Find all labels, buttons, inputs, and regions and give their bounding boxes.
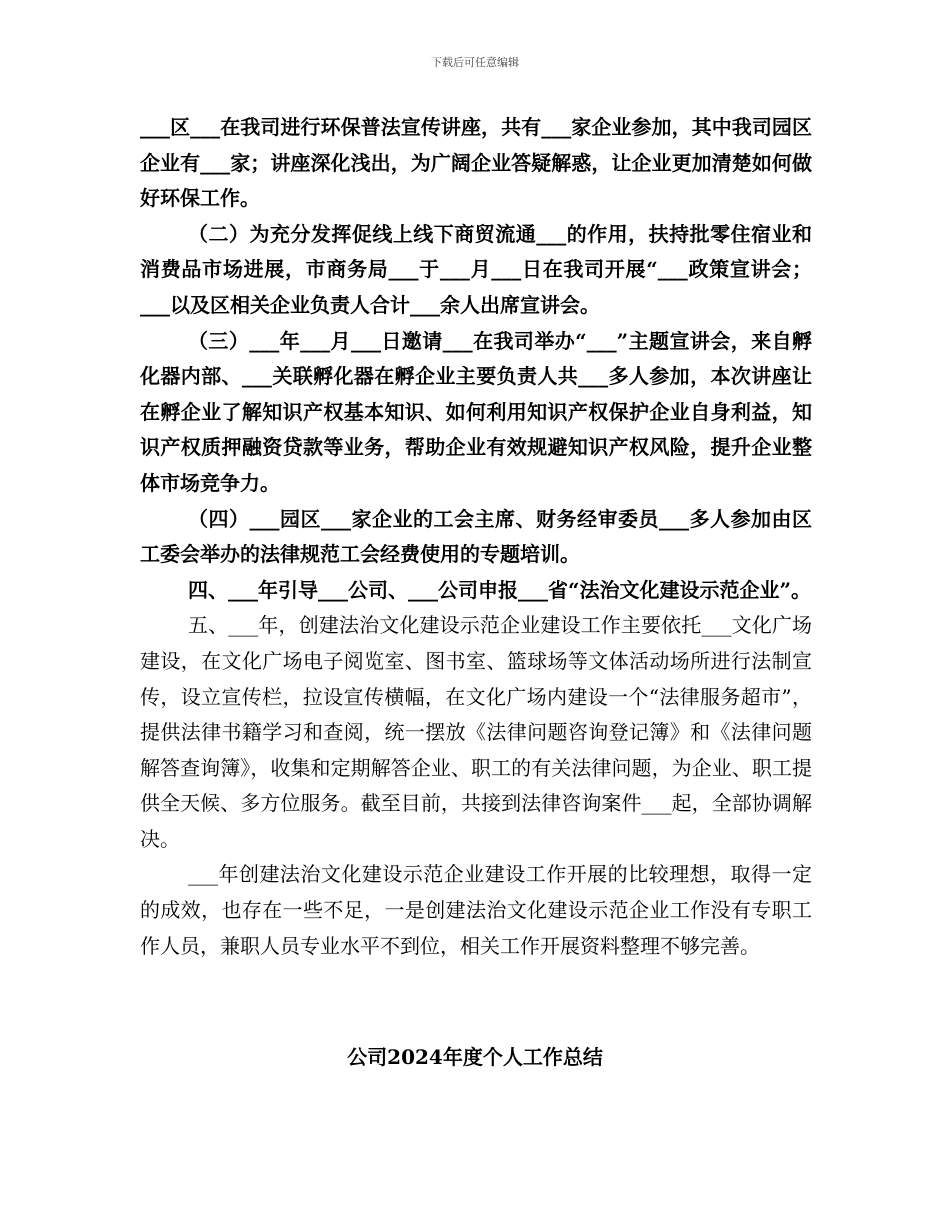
paragraph-item-3: （三）___年___月___日邀请___在我司举办“___”主题宣讲会，来自孵化器内部、___关联孵化器在孵企业主要负责人共___多人参加，本次讲座让在孵企业了解知识产权基本知识、如何利用知识产权保护企业自身利益，知识产权质押融资贷款等业务，帮助企业有效规避知识产权风险，提升企业整体市场竞争力。 [140,328,812,495]
section-title: 公司2024年度个人工作总结 [347,1045,603,1069]
paragraph-section-5: 五、___年，创建法治文化建设示范企业建设工作主要依托___文化广场建设，在文化广场电子阅览室、图书室、篮球场等文体活动场所进行法制宣传，设立宣传栏，拉设宣传横幅，在文化广场内建设一个“法律服务超市”，提供法律书籍学习和查阅，统一摆放《法律问题咨询登记簿》和《法律问题解答查询簿》，收集和定期解答企业、职工的有关法律问题，为企业、职工提供全天候、多方位服务。截至目前，共接到法律咨询案件___起，全部协调解决。 [140,613,812,851]
document-body [140,110,812,964]
paragraph-summary: ___年创建法治文化建设示范企业建设工作开展的比较理想，取得一定的成效，也存在一些不足，一是创建法治文化建设示范企业工作没有专职工作人员，兼职人员专业水平不到位，相关工作开展资料整理不够完善。 [140,862,812,958]
page-header: 下载后可任意编辑 [431,56,519,69]
paragraph-continuation: ___区___在我司进行环保普法宣传讲座，共有___家企业参加，其中我司园区企业有___家；讲座深化浅出，为广阔企业答疑解惑，让企业更加清楚如何做好环保工作。 [140,115,812,211]
paragraph-section-4: 四、___年引导___公司、___公司申报___省“法治文化建设示范企业”。 [188,577,812,602]
paragraph-item-4: （四）___园区___家企业的工会主席、财务经审委员___多人参加由区工委会举办的法律规范工会经费使用的专题培训。 [140,506,812,567]
paragraph-item-2: （二）为充分发挥促线上线下商贸流通___的作用，扶持批零住宿业和消费品市场进展，市商务局___于___月___日在我司开展“___政策宣讲会；___以及区相关企业负责人合计___余人出席宣讲会。 [140,221,812,317]
